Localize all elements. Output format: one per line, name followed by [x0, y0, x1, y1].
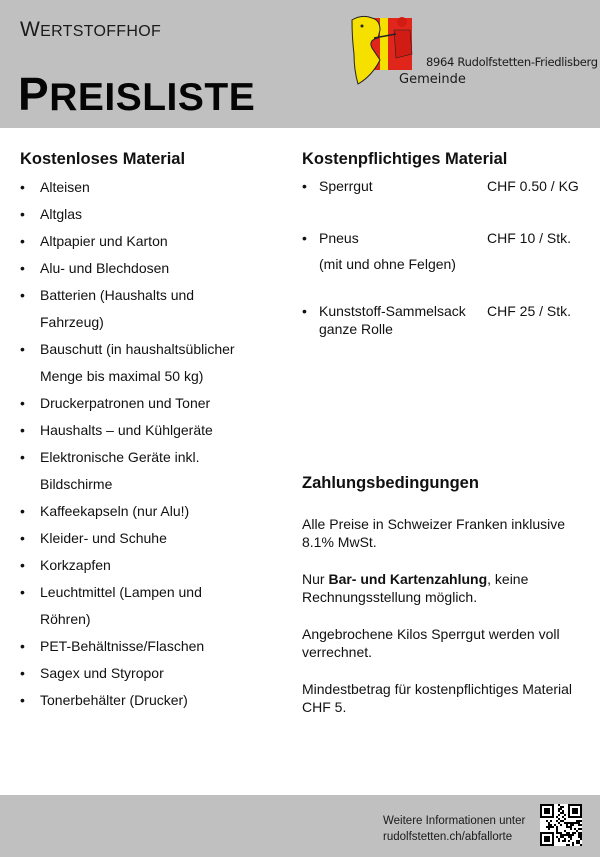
qr-module: [558, 838, 560, 840]
qr-module: [570, 826, 572, 828]
bullet: •: [20, 665, 25, 681]
qr-module: [562, 810, 564, 812]
qr-module: [578, 842, 580, 844]
qr-module: [572, 824, 574, 826]
qr-module: [564, 814, 566, 816]
qr-module: [548, 828, 550, 830]
bullet: •: [20, 233, 25, 249]
bullet: •: [20, 179, 25, 195]
payment-method-post: , keine Rechnungsstellung möglich.: [302, 571, 529, 605]
free-material-item: [20, 606, 290, 633]
paid-material-heading: Kostenpflichtiges Material: [302, 150, 508, 168]
qr-module: [572, 822, 574, 824]
free-material-item-label: Tonerbehälter (Drucker): [40, 692, 188, 708]
qr-module: [580, 824, 582, 826]
free-material-item-label: PET-Behältnisse/Flaschen: [40, 638, 205, 654]
title-initial: P: [18, 68, 50, 120]
bullet: •: [302, 178, 307, 194]
free-material-item-label: Röhren): [40, 611, 91, 627]
paid-item-name: Pneus: [319, 230, 359, 246]
qr-module: [558, 822, 560, 824]
paid-item-price: CHF 10 / Stk.: [487, 230, 572, 246]
qr-module: [556, 836, 558, 838]
logo-figure-head: [397, 17, 407, 27]
qr-module: [558, 810, 560, 812]
free-material-item-label: Haushalts – und Kühlgeräte: [40, 422, 213, 438]
qr-module: [558, 818, 560, 820]
free-material-item-label: Menge bis maximal 50 kg): [40, 368, 204, 384]
qr-module: [568, 822, 570, 824]
free-material-list: [20, 174, 290, 714]
bullet: •: [302, 230, 307, 246]
qr-module: [564, 834, 566, 836]
footer-info: [383, 813, 525, 845]
free-material-item-label: Sagex und Styropor: [40, 665, 164, 681]
qr-module: [550, 824, 552, 826]
qr-module: [560, 824, 562, 826]
qr-module: [568, 844, 570, 846]
payment-heading: Zahlungsbedingungen: [302, 474, 479, 492]
qr-module: [548, 826, 550, 828]
qr-module: [566, 834, 568, 836]
free-material-heading: Kostenloses Material: [20, 150, 186, 168]
payment-method-note: [302, 570, 592, 606]
payment-currency-note: Alle Preise in Schweizer Franken inklusive 8.1% MwSt.: [302, 516, 565, 550]
qr-module: [574, 822, 576, 824]
paid-item-price: CHF 25 / Stk.: [487, 303, 572, 319]
qr-module: [556, 830, 558, 832]
paid-item-price: CHF 0.50 / KG: [487, 178, 579, 194]
qr-module: [572, 834, 574, 836]
qr-module: [574, 828, 576, 830]
page-title: [18, 68, 256, 120]
kicker-initial: W: [20, 18, 41, 41]
free-material-item: [20, 417, 290, 444]
qr-code-icon[interactable]: [540, 804, 582, 846]
bullet: •: [20, 692, 25, 708]
qr-module: [570, 834, 572, 836]
free-material-item-label: Bauschutt (in haushaltsüblicher: [40, 341, 235, 357]
qr-module: [556, 828, 558, 830]
qr-module: [570, 836, 572, 838]
qr-module: [580, 838, 582, 840]
qr-module: [578, 836, 580, 838]
qr-module: [566, 824, 568, 826]
qr-module: [576, 822, 578, 824]
qr-module: [570, 822, 572, 824]
qr-module: [568, 832, 570, 834]
qr-module: [558, 808, 560, 810]
paid-item-sperrgut: [302, 178, 592, 194]
free-material-item-label: Kaffeekapseln (nur Alu!): [40, 503, 190, 519]
free-material-item: [20, 444, 290, 471]
qr-module: [580, 834, 582, 836]
free-material-item-label: Altpapier und Karton: [40, 233, 168, 249]
qr-module: [562, 840, 564, 842]
qr-module: [568, 840, 570, 842]
title-rest: REISLISTE: [49, 76, 256, 119]
qr-module: [560, 834, 562, 836]
free-material-item: [20, 633, 290, 660]
qr-module: [558, 814, 560, 816]
qr-module: [558, 804, 560, 806]
qr-module: [566, 844, 568, 846]
free-material-item-label: Alu- und Blechdosen: [40, 260, 170, 276]
qr-module: [552, 826, 554, 828]
qr-module: [578, 828, 580, 830]
logo-bear-eye: [361, 25, 364, 28]
qr-module: [578, 834, 580, 836]
qr-module: [572, 842, 574, 844]
free-material-section: [20, 148, 290, 714]
qr-module: [570, 838, 572, 840]
paid-item-note: ganze Rolle: [319, 321, 393, 337]
qr-module: [554, 824, 556, 826]
payment-method-pre: Nur: [302, 571, 329, 587]
qr-module: [560, 806, 562, 808]
qr-module: [564, 838, 566, 840]
footer-line-1: Weitere Informationen unter: [383, 815, 526, 827]
bullet: •: [20, 449, 25, 465]
free-material-item-label: Fahrzeug): [40, 314, 104, 330]
free-material-item-label: Kleider- und Schuhe: [40, 530, 167, 546]
payment-kilos-note: Angebrochene Kilos Sperrgut werden voll verrechnet.: [302, 626, 560, 660]
qr-module: [556, 820, 558, 822]
qr-module: [562, 806, 564, 808]
qr-module: [572, 832, 574, 834]
free-material-item-label: Bildschirme: [40, 476, 113, 492]
qr-module: [580, 844, 582, 846]
free-material-item: [20, 363, 290, 390]
qr-module: [562, 812, 564, 814]
free-material-item: [20, 309, 290, 336]
qr-module: [566, 822, 568, 824]
bullet: •: [20, 287, 25, 303]
qr-module: [558, 832, 560, 834]
qr-module: [564, 818, 566, 820]
free-material-item-label: Altglas: [40, 206, 83, 222]
bullet: •: [20, 530, 25, 546]
qr-module: [578, 840, 580, 842]
bullet: •: [20, 638, 25, 654]
bullet: •: [20, 422, 25, 438]
free-material-item: [20, 525, 290, 552]
payment-minimum-note: Mindestbetrag für kostenpflichtiges Material CHF 5.: [302, 681, 573, 715]
municipality-label: Gemeinde: [399, 72, 466, 87]
qr-module: [556, 826, 558, 828]
bullet: •: [302, 303, 307, 319]
qr-module: [556, 832, 558, 834]
qr-module: [576, 840, 578, 842]
logo-figure-body: [394, 30, 412, 58]
qr-module: [576, 842, 578, 844]
kicker-rest: ERTSTOFFHOF: [40, 23, 162, 40]
qr-module: [548, 822, 550, 824]
qr-module: [560, 832, 562, 834]
paid-material-section: [302, 148, 592, 338]
free-material-item: [20, 255, 290, 282]
municipality-name: 8964 Rudolfstetten-Friedlisberg: [426, 55, 598, 69]
bullet: •: [20, 557, 25, 573]
qr-module: [576, 830, 578, 832]
free-material-item: [20, 660, 290, 687]
free-material-item-label: Leuchtmittel (Lampen und: [40, 584, 202, 600]
qr-module: [574, 832, 576, 834]
footer-link[interactable]: rudolfstetten.ch/abfallorte: [383, 831, 513, 843]
qr-module: [576, 820, 578, 822]
free-material-item: [20, 579, 290, 606]
free-material-item-label: Druckerpatronen und Toner: [40, 395, 211, 411]
qr-module: [562, 834, 564, 836]
qr-module: [544, 836, 550, 842]
bullet: •: [20, 341, 25, 357]
qr-module: [578, 822, 580, 824]
qr-module: [560, 820, 562, 822]
qr-module: [564, 822, 566, 824]
free-material-item-label: Korkzapfen: [40, 557, 111, 573]
paid-item-pneus: [302, 230, 592, 272]
free-material-item-label: Batterien (Haushalts und: [40, 287, 195, 303]
qr-module: [564, 840, 566, 842]
qr-module: [580, 820, 582, 822]
qr-module: [546, 820, 548, 822]
qr-module: [546, 826, 548, 828]
qr-module: [558, 840, 560, 842]
free-material-item: [20, 552, 290, 579]
payment-method-bold: Bar- und Kartenzahlung: [328, 571, 488, 587]
qr-module: [566, 832, 568, 834]
qr-module: [548, 824, 550, 826]
bullet: •: [20, 503, 25, 519]
qr-module: [570, 828, 572, 830]
free-material-item: [20, 498, 290, 525]
qr-module: [568, 834, 570, 836]
kicker-title: [20, 18, 161, 42]
bullet: •: [20, 584, 25, 600]
qr-module: [572, 844, 574, 846]
free-material-item: [20, 471, 290, 498]
free-material-item: [20, 201, 290, 228]
bullet: •: [20, 395, 25, 411]
qr-module: [572, 808, 578, 814]
free-material-item: [20, 336, 290, 363]
free-material-item: [20, 282, 290, 309]
qr-module: [562, 820, 564, 822]
qr-module: [562, 836, 564, 838]
qr-module: [560, 812, 562, 814]
qr-module: [560, 836, 562, 838]
bullet: •: [20, 260, 25, 276]
qr-module: [580, 836, 582, 838]
qr-module: [564, 830, 566, 832]
qr-module: [578, 824, 580, 826]
paid-item-name: Sperrgut: [319, 178, 373, 194]
paid-item-name: Kunststoff-Sammelsack: [319, 303, 466, 319]
qr-module: [568, 826, 570, 828]
free-material-item: [20, 687, 290, 714]
qr-module: [568, 836, 570, 838]
qr-module: [544, 808, 550, 814]
qr-module: [550, 820, 552, 822]
free-material-item-label: Elektronische Geräte inkl.: [40, 449, 200, 465]
qr-module: [566, 826, 568, 828]
qr-module: [578, 832, 580, 834]
free-material-item: [20, 390, 290, 417]
qr-module: [580, 828, 582, 830]
qr-module: [578, 820, 580, 822]
paid-item-kunststoff: [302, 302, 592, 338]
qr-module: [570, 824, 572, 826]
free-material-item: [20, 228, 290, 255]
qr-module: [550, 826, 552, 828]
logo-yellow-stripe: [380, 18, 388, 70]
free-material-item-label: Alteisen: [40, 179, 90, 195]
qr-module: [560, 808, 562, 810]
qr-module: [562, 816, 564, 818]
paid-item-note: (mit und ohne Felgen): [319, 256, 456, 272]
qr-module: [556, 816, 558, 818]
bullet: •: [20, 206, 25, 222]
free-material-item: [20, 174, 290, 201]
qr-module: [580, 832, 582, 834]
